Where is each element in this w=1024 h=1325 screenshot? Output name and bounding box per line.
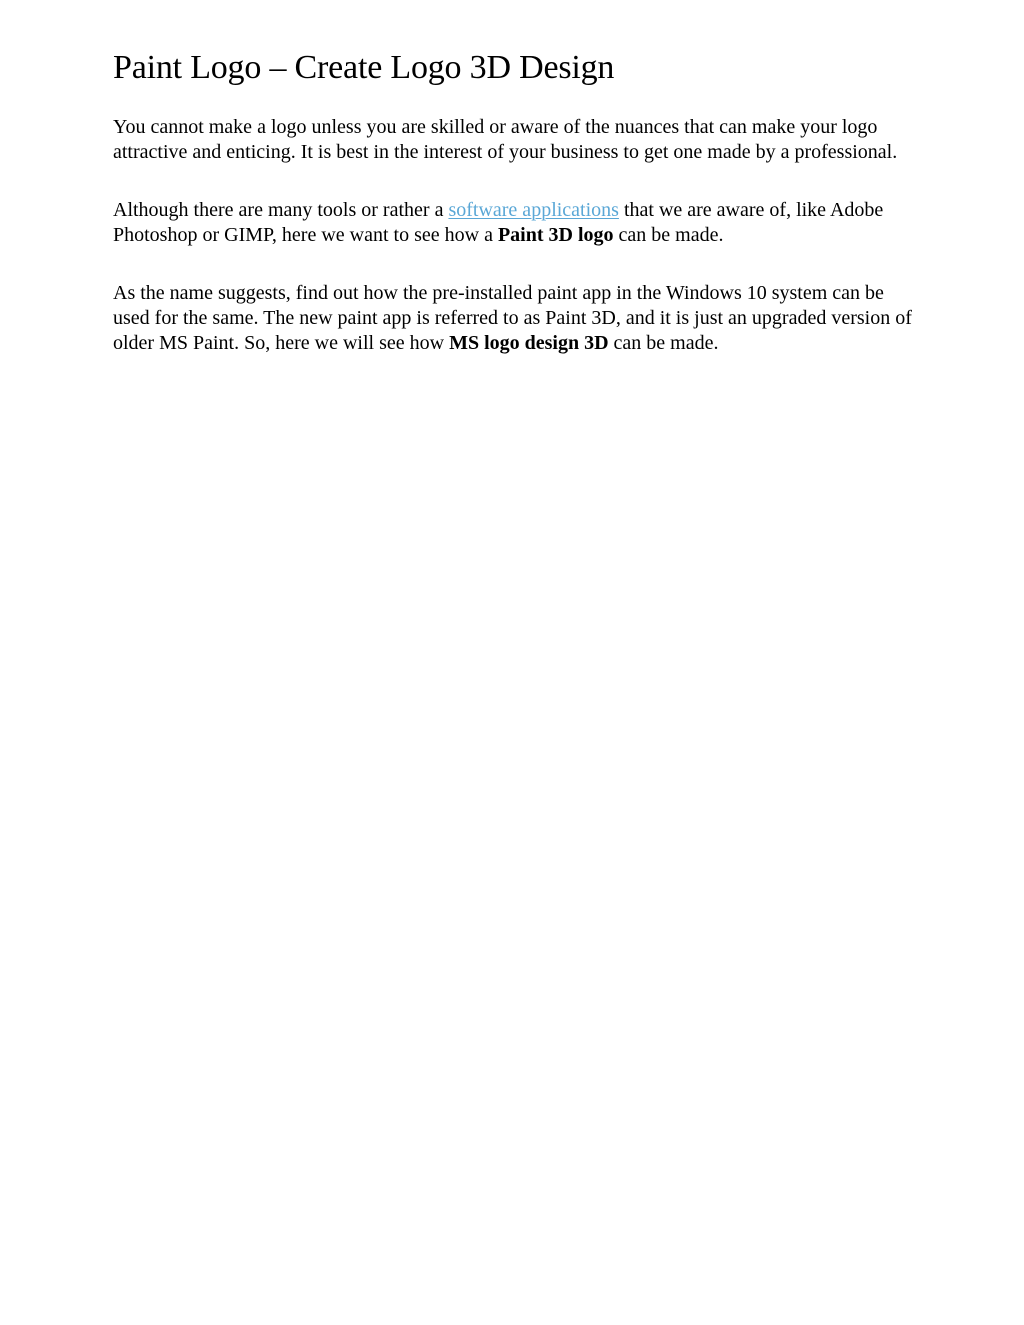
intro-text: You cannot make a logo unless you are skilled or aware of the nuances that can make your logo attractive and enticing. It is best in the interest of your business to get one made by a professional.	[113, 116, 898, 163]
software-applications-link[interactable]: software applications	[448, 199, 619, 221]
tools-paragraph	[113, 198, 913, 248]
windows-text-after: can be made.	[608, 332, 719, 354]
windows-text-before: As the name suggests, find out how the pre-installed paint app in the Windows 10 system can be used for the same. The new paint app is referred to as Paint 3D, and it is just an upgraded version of older MS Paint. So, here we will see how	[113, 282, 912, 354]
tools-text-middle: that we are aware of, like Adobe Photoshop or GIMP, here we want to see how a	[113, 199, 884, 246]
document-content	[113, 46, 913, 356]
ms-logo-design-bold: MS logo design 3D	[449, 332, 609, 354]
intro-paragraph	[113, 115, 913, 165]
tools-text-after: can be made.	[613, 224, 724, 246]
page-title: Paint Logo – Create Logo 3D Design	[113, 49, 615, 86]
windows-paragraph	[113, 281, 913, 356]
tools-text-before: Although there are many tools or rather a	[113, 199, 449, 221]
paint-3d-logo-bold: Paint 3D logo	[497, 224, 614, 246]
